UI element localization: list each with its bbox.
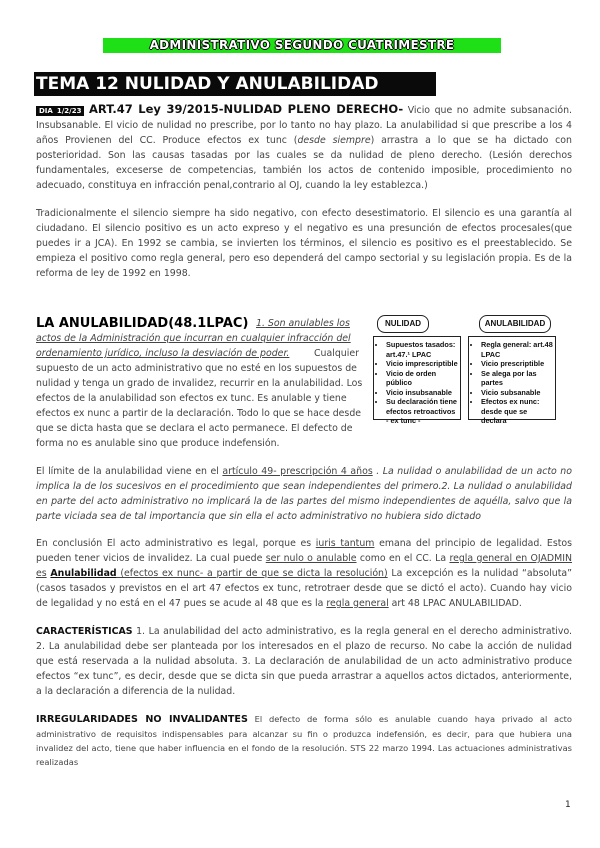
anulabilidad-line: efectos ex nunc a partir de la declaración. Todo lo que se hace desde: [36, 408, 362, 419]
nulidad-item: • Su declaración tiene efectos retroactivos - ex tunc -: [386, 397, 458, 426]
nulidad-item: • Supuestos tasados: art.47.¹ LPAC: [386, 340, 458, 359]
nulidad-box: [373, 336, 461, 425]
topic-title: TEMA 12 NULIDAD Y ANULABILIDAD: [34, 72, 436, 96]
irregularidades-text: El defecto de forma sólo es anulable cuando haya privado al acto administrativo de requisitos indispensables para alcanzar su fin o produzca indefensión, es decir, para que hubiera una invalidez del acto, tiene que haber influencia en el fondo de la resolución. STS 22 marzo 1994. Las actuaciones administrativas realizadas: [36, 714, 572, 767]
anulabilidad-item: • Efectos ex nunc: desde que se declara: [481, 397, 553, 426]
nulidad-item: • Vicio de orden público: [386, 369, 458, 388]
iuris-tantum: iuris tantum: [315, 538, 375, 549]
anulabilidad-label: ANULABILIDAD: [479, 315, 551, 333]
paragraph-irregularidades: [36, 712, 572, 769]
date-badge: DIA 1/2/23: [36, 106, 84, 116]
nulidad-heading: ART.47 Ley 39/2015-NULIDAD PLENO DERECHO-: [89, 102, 404, 116]
anulabilidad-text-3: Cualquier: [314, 348, 359, 359]
irregularidades-heading: IRREGULARIDADES NO INVALIDANTES: [36, 714, 248, 725]
limite-text-a: El límite de la anulabilidad viene en el: [36, 466, 223, 477]
anulabilidad-line: que se dicta hasta que se declara el acto permanece. El defecto de: [36, 423, 353, 434]
anulabilidad-heading: LA ANULABILIDAD(48.1LPAC): [36, 316, 249, 331]
anulabilidad-item: • Vicio subsanable: [481, 388, 553, 398]
regla-general-ojadmin: regla general en OJADMIN es: [36, 553, 572, 579]
efectos-ex-nunc: (efectos ex nunc- a partir de que se dicta la resolución): [116, 568, 388, 579]
page-number: 1: [565, 800, 571, 810]
anulabilidad-term: Anulabilidad: [50, 568, 117, 579]
anulabilidad-box: [468, 336, 556, 425]
anulabilidad-item: • Regla general: art.48 LPAC: [481, 340, 553, 359]
course-banner: ADMINISTRATIVO SEGUNDO CUATRIMESTRE: [103, 38, 501, 53]
conclusion-a: En conclusión El acto administrativo es legal, porque es: [36, 538, 316, 549]
anulabilidad-line: forma no es anulable sino que produce indefensión.: [36, 438, 280, 449]
nulidad-item: • Vicio imprescriptible: [386, 359, 458, 369]
caracteristicas-text: 1. La anulabilidad del acto administrativo, es la regla general en el derecho administrativo. 2. La anulabilidad debe ser planteada por los interesados en el plazo de recurso. No cabe la acción de nulidad que está reservada a la nulidad absoluta. 3. La declaración de anulabilidad de un acto administrativo produce efectos “ex tunc”, es decir, desde que se dicta sin que pueda arrastrar a aquellos actos dictados, anteriormente, a la declaración a diferencia de la nulidad.: [36, 626, 572, 697]
nulidad-label: NULIDAD: [377, 315, 429, 333]
paragraph-limite: [36, 464, 572, 524]
nulidad-text-italic: desde siempre: [297, 135, 371, 146]
anulabilidad-article-link-3[interactable]: ordenamiento jurídico, incluso la desviación de poder.: [36, 348, 290, 359]
anulabilidad-item: • Se alega por las partes: [481, 369, 553, 388]
nulo-anulable: ser nulo o anulable: [265, 553, 357, 564]
regla-general: regla general: [326, 598, 389, 609]
nulidad-vs-anulabilidad-table: [373, 314, 556, 425]
nulidad-text-a: Vicio que no admite subsanación. Insubsanable. El vicio de nulidad no prescribe, por lo tanto no hay plazo. La anulabilidad si que prescribe a los 4 años Provienen del CC. Produce efectos ex tunc (: [36, 105, 572, 146]
anulabilidad-item: • Vicio prescriptible: [481, 359, 553, 369]
caracteristicas-heading: CARACTERÍSTICAS: [36, 626, 133, 637]
prescripcion-link[interactable]: artículo 49- prescripción 4 años: [222, 466, 373, 477]
conclusion-f: art 48 LPAC ANULABILIDAD.: [388, 598, 522, 609]
anulabilidad-line: supuesto de un acto administrativo que no esté en los supuestos de: [36, 363, 357, 374]
nulidad-text-b: ) arrastra a lo que se ha dictado con posterioridad. Son las causas tasadas por las cuales se da nulidad de pleno derecho. (Lesión derechos fundamentales, exceserse de competencias, también los actos de contenido imposible, procedimiento no adecuado, constituya en infracción penal,contrario al OJ, cuando la ley establezca.): [36, 135, 572, 191]
anulabilidad-article-link-1[interactable]: 1. Son anulables los: [256, 318, 350, 329]
conclusion-e: La excepción es la nulidad “absoluta” (casos tasados y previstos en el art 47 efectos ex tunc, retrotraer desde que se dictó el acto). Cuando hay vicio de legalidad y no está en el 47 pues se acude al 48 que es la: [36, 568, 573, 609]
anulabilidad-article-link-2[interactable]: actos de la Administración que incurran en cualquier infracción del: [36, 333, 351, 344]
paragraph-nulidad: [36, 102, 572, 193]
paragraph-silencio: Tradicionalmente el silencio siempre ha sido negativo, con efecto desestimatorio. El silencio es una garantía al ciudadano. El silencio positivo es un acto expreso y el negativo es una presunción de efectos procesales(que puedes ir a JCA). En 1992 se cambia, se invierten los términos, el silencio es positivo es el preestablecido. Se empieza el positivo como regla general, pero eso dependerá del campo sectorial y su legislación propia. Es de la reforma de ley de 1992 en 1998.: [36, 208, 572, 279]
paragraph-conclusion: [36, 536, 572, 611]
paragraph-caracteristicas: [36, 624, 572, 699]
limite-text-b: . La nulidad o anulabilidad de un acto no implica la de los sucesivos en el procedimiento que sean independientes del primero.2. La nulidad o anulabilidad en parte del acto administrativo no implicará la de las partes del mismo independientes de aquélla, salvo que la parte viciada sea de tal importancia que sin ella el acto administrativo no hubiera sido dictado: [36, 466, 572, 522]
nulidad-item: • Vicio insubsanable: [386, 388, 458, 398]
conclusion-c: como en el CC. La: [356, 553, 450, 564]
conclusion-b: emana del principio de legalidad. Estos pueden tener vicios de invalidez. La cual puede: [36, 538, 573, 564]
anulabilidad-line: nulidad y tenga un grado de invalidez, recurrir en la anulabilidad. Los: [36, 378, 363, 389]
anulabilidad-line: efectos de la anulabilidad son efectos ex tunc. Es anulable y tiene: [36, 393, 347, 404]
